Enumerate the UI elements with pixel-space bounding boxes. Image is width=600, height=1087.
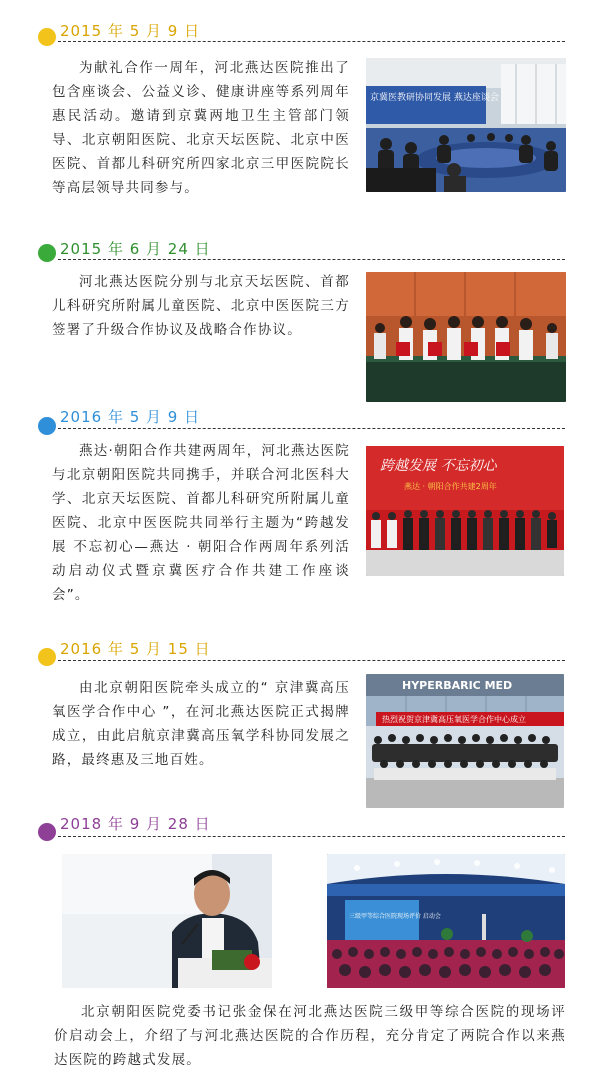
- dashed-divider: [58, 428, 565, 429]
- entry-text: 北京朝阳医院党委书记张金保在河北燕达医院三级甲等综合医院的现场评价启动会上，介绍了与河北燕达医院的合作历程，充分肯定了两院合作以来燕达医院的跨越式发展。: [54, 1004, 566, 1068]
- photo-sign-text: HYPERBARIC MED: [402, 679, 513, 692]
- timeline-dot: [38, 28, 56, 46]
- timeline-dot: [38, 417, 56, 435]
- timeline-dot: [38, 648, 56, 666]
- entry-text: 燕达·朝阳合作共建两周年，河北燕达医院与北京朝阳医院共同携手，并联合河北医科大学、北京天坛医院、首都儿科研究所附属儿童医院、北京中医医院共同举行主题为“跨越发展 不忘初心—燕达 · 朝阳合作两周年系列活动启动仪式暨京冀医疗合作共建工作座谈会”。: [52, 443, 350, 603]
- photo-speaker: [62, 854, 272, 988]
- entry-date: 2018 年 9 月 28 日: [60, 815, 211, 833]
- entry-date: 2015 年 6 月 24 日: [60, 240, 211, 258]
- entry-date: 2016 年 5 月 9 日: [60, 408, 201, 426]
- entry-text: 河北燕达医院分别与北京天坛医院、首都儿科研究所附属儿童医院、北京中医医院三方签署了升级合作协议及战略合作协议。: [52, 274, 350, 338]
- photo-banner-text: 京冀医教研协同发展 燕达座谈会: [370, 93, 499, 103]
- photo-banner-text: 跨越发展 不忘初心: [380, 458, 497, 474]
- timeline-dot: [38, 244, 56, 262]
- dashed-divider: [58, 41, 565, 42]
- entry-date: 2015 年 5 月 9 日: [60, 22, 201, 40]
- photo-hyperbaric-center: [366, 674, 564, 808]
- dashed-divider: [58, 259, 565, 260]
- photo-anniversary-ceremony: [366, 446, 564, 576]
- photo-launch-meeting: [327, 854, 565, 988]
- photo-symposium: [366, 58, 566, 192]
- photo-screen-text: 三级甲等综合医院现场评价 启动会: [349, 913, 441, 920]
- entry-text: 为献礼合作一周年，河北燕达医院推出了包含座谈会、公益义诊、健康讲座等系列周年惠民活动。邀请到京冀两地卫生主管部门领导、北京朝阳医院、北京天坛医院、北京中医医院、首都儿科研究所四家北京三甲医院院长等高层领导共同参与。: [52, 60, 350, 196]
- photo-signing-ceremony: [366, 272, 566, 402]
- dashed-divider: [58, 660, 565, 661]
- photo-banner-text: 热烈祝贺京津冀高压氧医学合作中心成立: [382, 715, 526, 724]
- photo-sub-text: 燕达 · 朝阳合作共建2周年: [404, 482, 497, 491]
- entry-text: 由北京朝阳医院牵头成立的“ 京津冀高压氧医学合作中心 ”，在河北燕达医院正式揭牌成立，由此启航京津冀高压氧学科协同发展之路，最终惠及三地百姓。: [52, 680, 350, 768]
- dashed-divider: [58, 836, 565, 837]
- entry-date: 2016 年 5 月 15 日: [60, 640, 211, 658]
- timeline-dot: [38, 823, 56, 841]
